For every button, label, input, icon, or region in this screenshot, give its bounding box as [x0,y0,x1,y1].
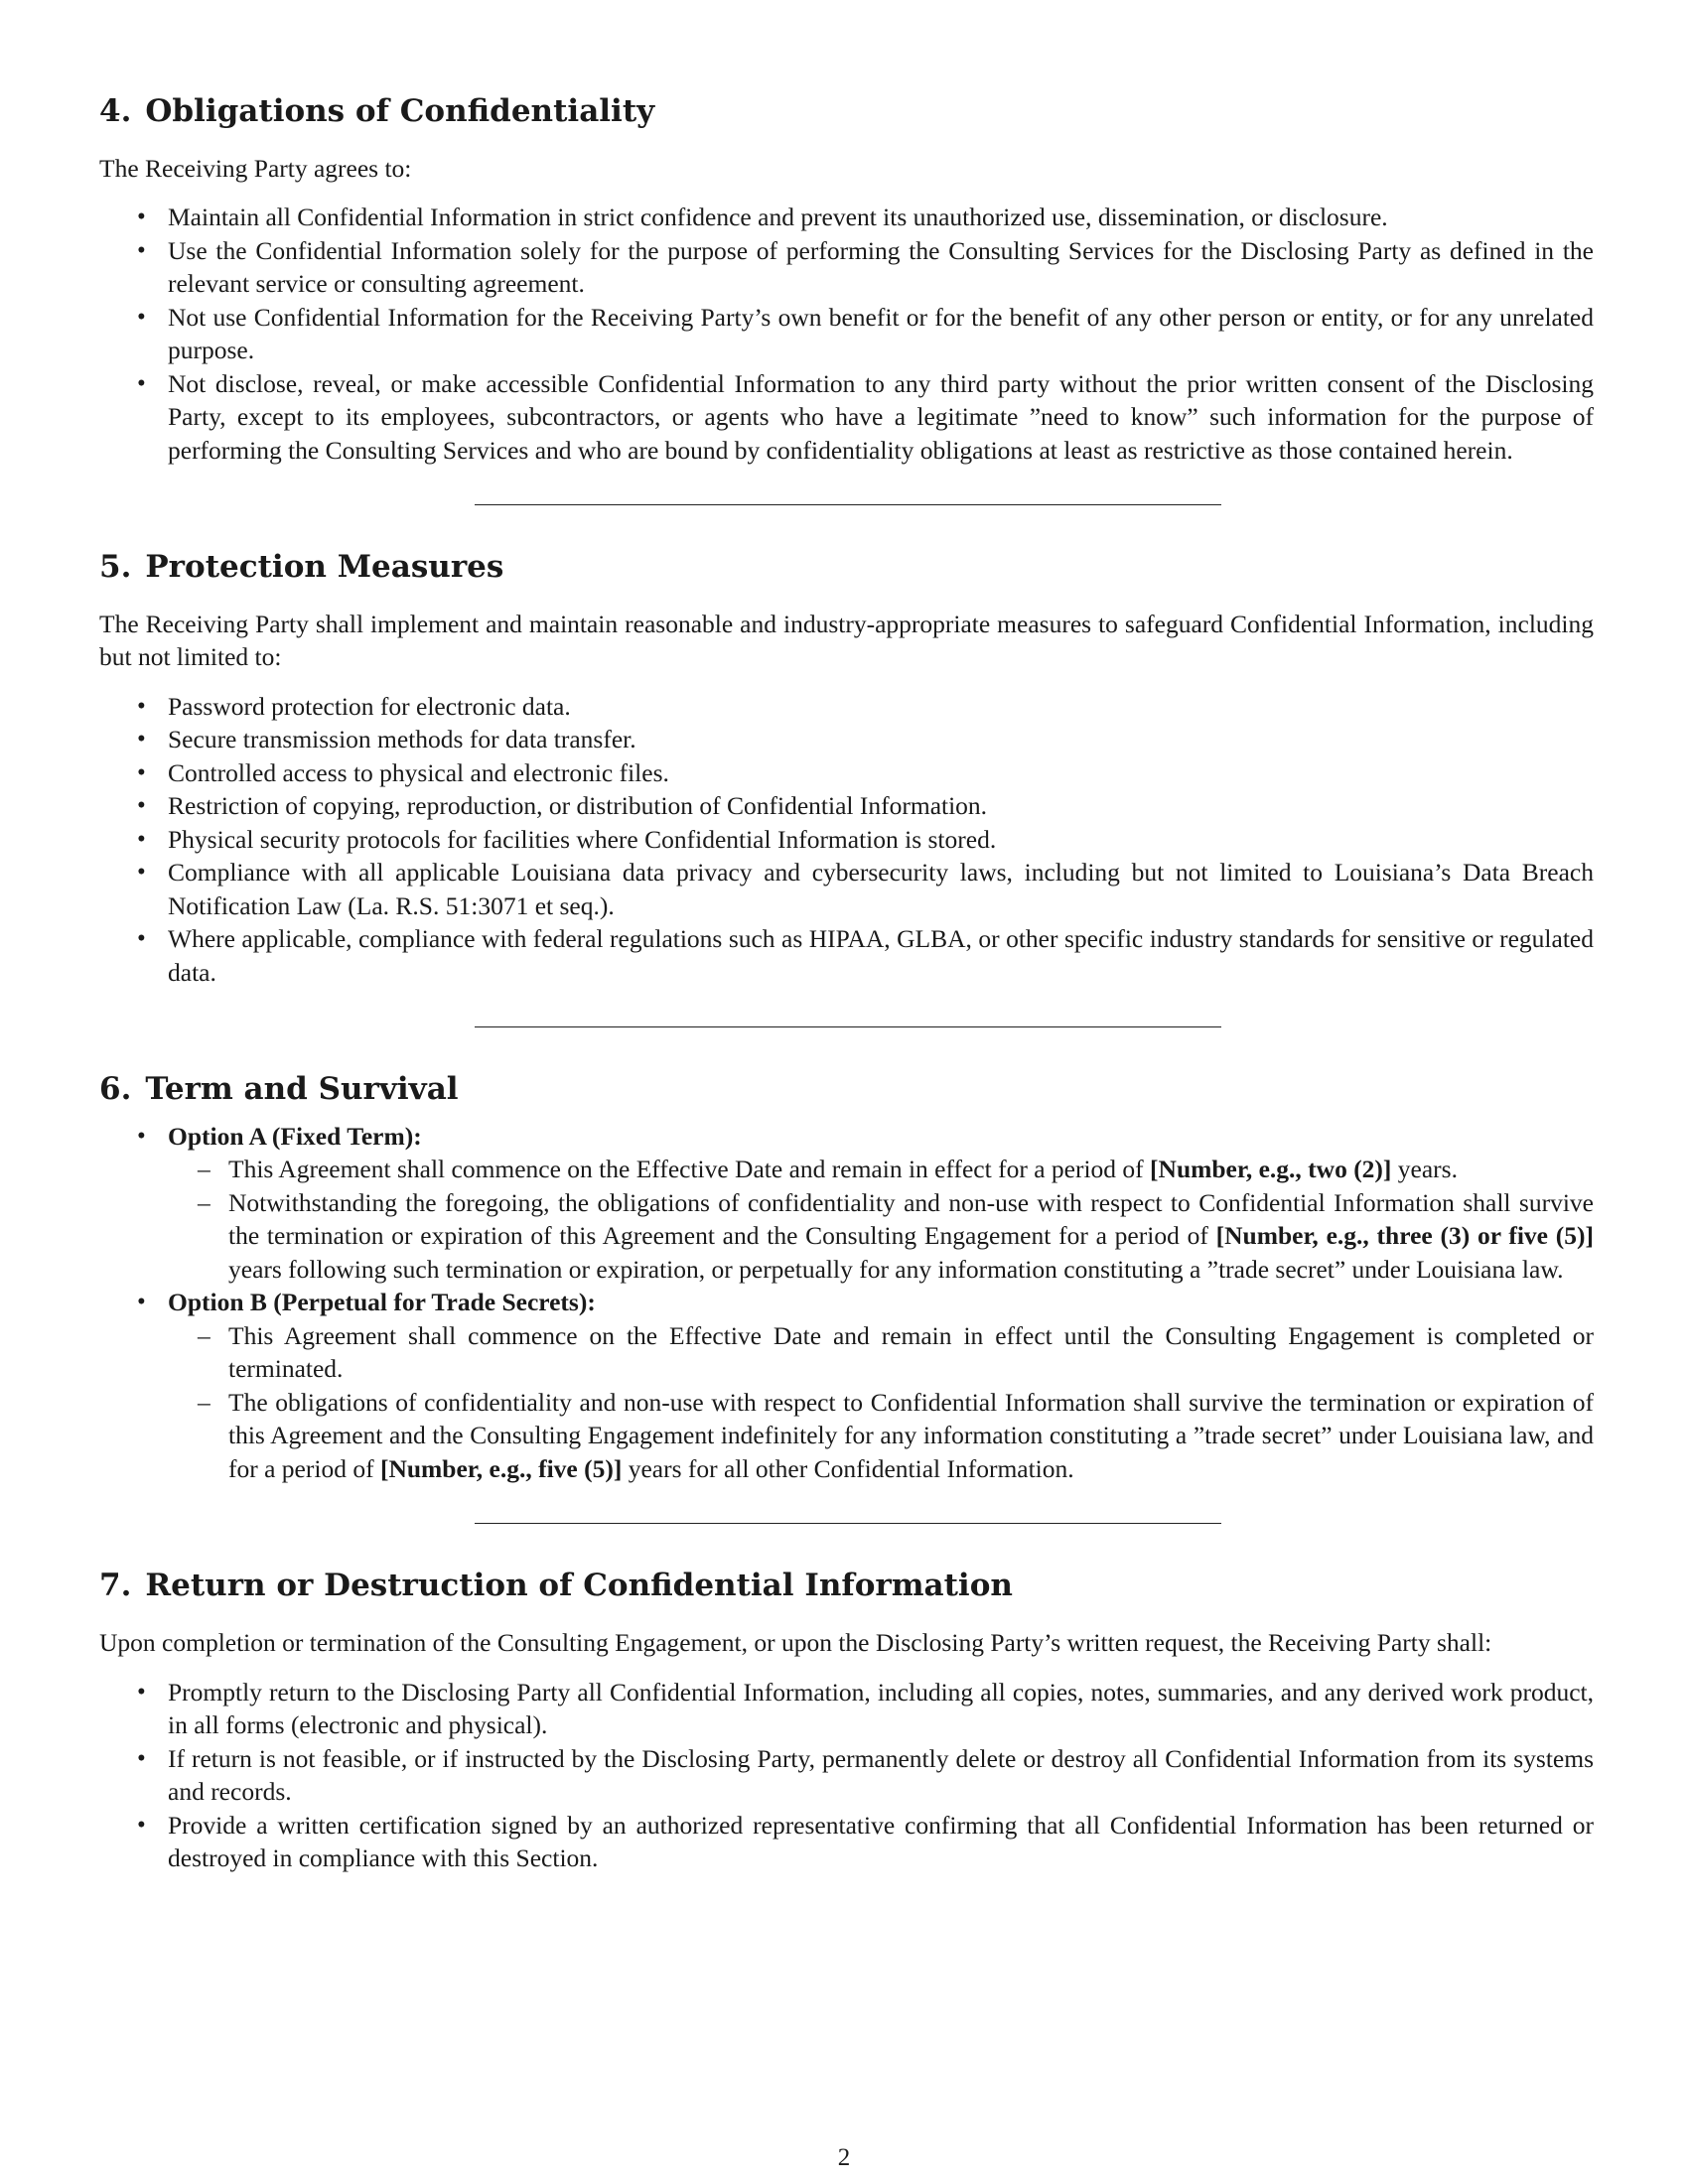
section-intro: The Receiving Party agrees to: [99,153,412,183]
list-item: • Promptly return to the Disclosing Party all Confidential Information, including all copies, notes, summaries, and any derived work product, in all forms (electronic and physical). [99,1676,1594,1742]
list-item: • Physical security protocols for facilities where Confidential Information is stored. [99,823,1594,857]
list-item: • Password protection for electronic data. [99,690,1594,724]
list-item: • Use the Confidential Information solely for the purpose of performing the Consulting Services for the Disclosing Party as defined in the relevant service or consulting agreement. [99,234,1594,301]
section-heading: 6. Term and Survival [99,1071,459,1108]
dash-list [168,1319,1594,1486]
section-protection-measures [99,550,1594,989]
list-item: – This Agreement shall commence on the Effective Date and remain in effect until the Consulting Engagement is completed or terminated. [168,1319,1594,1386]
list-item: • Controlled access to physical and electronic files. [99,756,1594,790]
option-b-title: Option B (Perpetual for Trade Secrets): [168,1288,596,1317]
page-number: 2 [837,2144,851,2171]
option-b [99,1286,1594,1485]
list-item: • Where applicable, compliance with federal regulations such as HIPAA, GLBA, or other specific industry standards for sensitive or regulated data. [99,922,1594,989]
section-intro: The Receiving Party shall implement and maintain reasonable and industry-appropriate measures to safeguard Confidential Information, including but not limited to: [99,609,1594,672]
list-item: – This Agreement shall commence on the Effective Date and remain in effect for a period of [Number, e.g., two (2)] years. [168,1153,1594,1186]
bullet-list [99,690,1594,990]
section-heading: 7. Return or Destruction of Confidential Information [99,1568,1013,1604]
section-divider [475,1026,1221,1027]
options-list [99,1120,1594,1486]
list-item: • Provide a written certification signed by an authorized representative confirming that all Confidential Information has been returned or destroyed in compliance with this Section. [99,1809,1594,1875]
list-item: • Not disclose, reveal, or make accessible Confidential Information to any third party without the prior written consent of the Disclosing Party, except to its employees, subcontractors, or agents who have a legitimate ”need to know” such information for the purpose of performing the Consulting Services and who are bound by confidentiality obligations at least as restrictive as those contained herein. [99,367,1594,468]
list-item: • Maintain all Confidential Information in strict confidence and prevent its unauthorized use, dissemination, or disclosure. [99,201,1594,234]
list-item: • Compliance with all applicable Louisiana data privacy and cybersecurity laws, including but not limited to Louisiana’s Data Breach Notification Law (La. R.S. 51:3071 et seq.). [99,856,1594,922]
option-a-title: Option A (Fixed Term): [168,1121,422,1151]
section-return-or-destruction [99,1569,1594,1874]
dash-list [168,1153,1594,1286]
section-intro: Upon completion or termination of the Consulting Engagement, or upon the Disclosing Party’s written request, the Receiving Party shall: [99,1628,1492,1658]
document-page [99,94,1594,1875]
section-obligations [99,94,1594,467]
list-item: – The obligations of confidentiality and non-use with respect to Confidential Information shall survive the termination or expiration of this Agreement and the Consulting Engagement indefinitely for any information constituting a ”trade secret” under Louisiana law, and for a period of [Number, e.g., five (5)] years for all other Confidential Information. [168,1386,1594,1486]
list-item: – Notwithstanding the foregoing, the obligations of confidentiality and non-use with respect to Confidential Information shall survive the termination or expiration of this Agreement and the Consulting Engagement for a period of [Number, e.g., three (3) or five (5)] years following such termination or expiration, or perpetually for any information constituting a ”trade secret” under Louisiana law. [168,1186,1594,1287]
section-heading: 4. Obligations of Confidentiality [99,93,655,129]
bullet-list [99,201,1594,467]
list-item: • If return is not feasible, or if instructed by the Disclosing Party, permanently delete or destroy all Confidential Information from its systems and records. [99,1742,1594,1809]
section-term-and-survival [99,1072,1594,1485]
section-heading: 5. Protection Measures [99,549,504,586]
list-item: • Secure transmission methods for data transfer. [99,723,1594,756]
option-a [99,1120,1594,1287]
section-divider [475,504,1221,505]
section-divider [475,1523,1221,1524]
bullet-list [99,1676,1594,1875]
list-item: • Restriction of copying, reproduction, or distribution of Confidential Information. [99,789,1594,823]
list-item: • Not use Confidential Information for the Receiving Party’s own benefit or for the benefit of any other person or entity, or for any unrelated purpose. [99,301,1594,367]
